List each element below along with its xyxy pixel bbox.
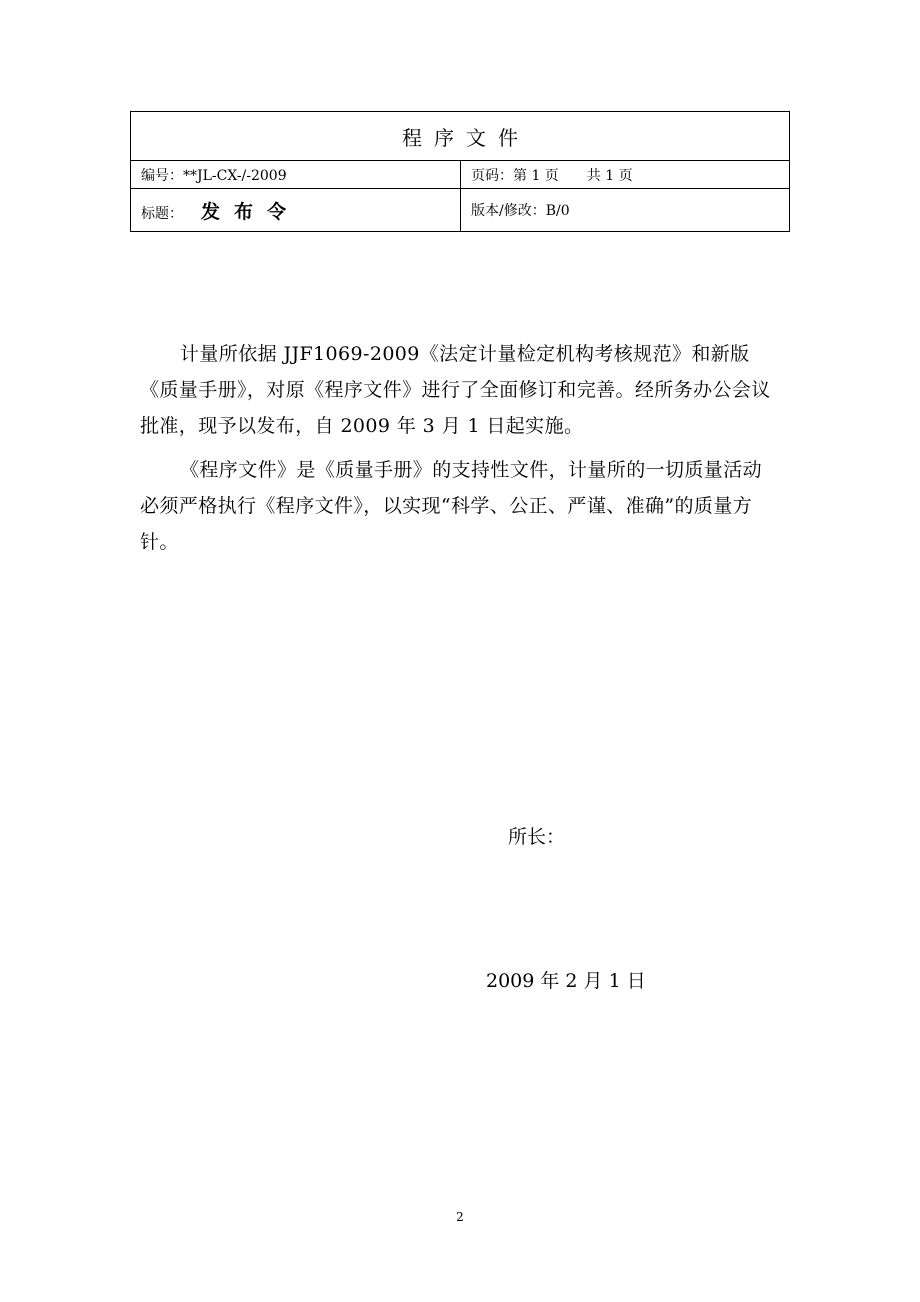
document-type-title: 程序文件 [131,112,790,161]
issue-date: 2009 年 2 月 1 日 [486,970,646,992]
version-cell: 版本/修改：B/0 [461,189,790,232]
document-body [140,336,780,568]
document-title-value: 发布令 [201,200,301,223]
document-title-cell [131,189,461,232]
page-info-cell: 页码：第 1 页 共 1 页 [461,161,790,189]
document-title-label: 标题： [141,205,183,222]
body-paragraph-1: 计量所依据 JJF1069-2009《法定计量检定机构考核规范》和新版《质量手册》，对原《程序文件》进行了全面修订和完善。经所务办公会议批准，现予以发布，自 2009 年 3 月 1 日起实施。 [140,343,771,437]
page-number: 2 [456,1210,464,1224]
director-signature-label: 所长： [508,826,566,848]
document-header-table [130,111,790,232]
body-paragraph-2: 《程序文件》是《质量手册》的支持性文件，计量所的一切质量活动必须严格执行《程序文件》，以实现“科学、公正、严谨、准确”的质量方针。 [140,459,763,553]
document-number-label: 编号： [141,167,183,184]
document-number-value: **JL-CX-/-2009 [183,167,287,184]
document-number-cell [131,161,461,189]
